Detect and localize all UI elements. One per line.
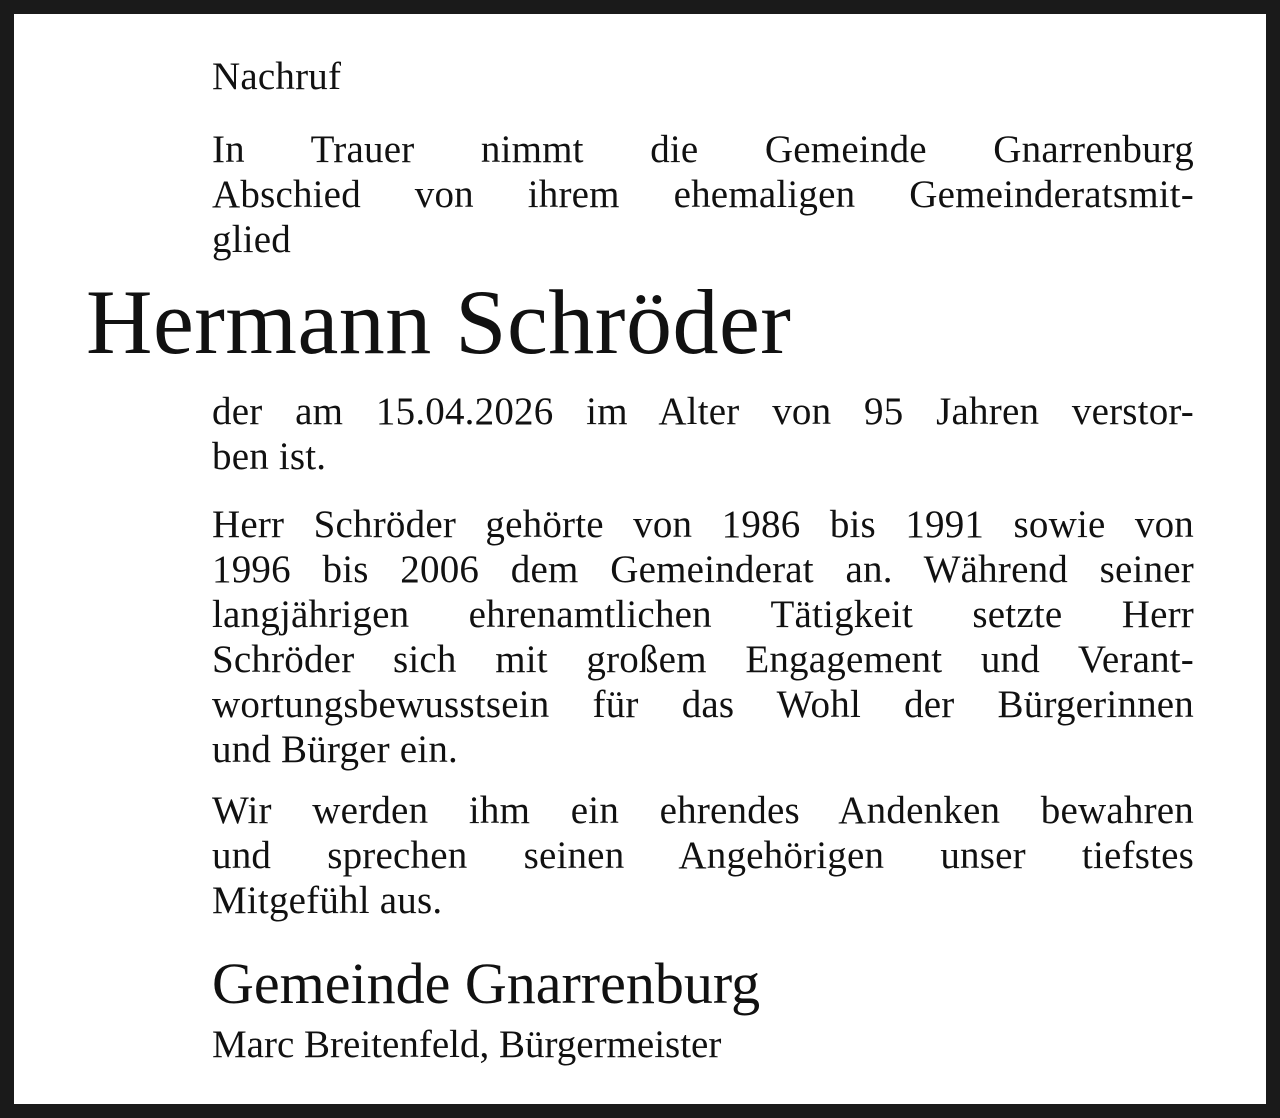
intro-line: glied (212, 218, 291, 261)
tribute-line: Herr Schröder gehörte von 1986 bis 1991 sowie von (212, 503, 1194, 546)
deceased-name: Hermann Schröder (86, 271, 792, 373)
tribute-line: langjährigen ehrenamtlichen Tätigkeit setzte Herr (212, 593, 1194, 636)
intro-line: Abschied von ihrem ehemaligen Gemeinderatsmit- (212, 173, 1194, 216)
tribute-line: wortungsbewusstsein für das Wohl der Bürgerinnen (212, 683, 1194, 726)
condolence-paragraph (212, 788, 1194, 923)
intro-paragraph (212, 127, 1194, 262)
death-line: der am 15.04.2026 im Alter von 95 Jahren verstor- (212, 390, 1194, 433)
notice-heading: Nachruf (212, 55, 342, 98)
tribute-line: Schröder sich mit großem Engagement und Verant- (212, 638, 1194, 681)
obituary-notice (14, 14, 1266, 1104)
intro-line: In Trauer nimmt die Gemeinde Gnarrenburg (212, 128, 1194, 171)
condolence-line: Mitgefühl aus. (212, 879, 443, 922)
tribute-paragraph (212, 502, 1194, 772)
tribute-line: 1996 bis 2006 dem Gemeinderat an. Während seiner (212, 548, 1194, 591)
tribute-line: und Bürger ein. (212, 728, 458, 771)
organization-name: Gemeinde Gnarrenburg (212, 951, 761, 1016)
signatory: Marc Breitenfeld, Bürgermeister (212, 1023, 722, 1066)
death-line: ben ist. (212, 435, 327, 478)
death-paragraph (212, 389, 1194, 479)
condolence-line: und sprechen seinen Angehörigen unser tiefstes (212, 834, 1194, 877)
condolence-line: Wir werden ihm ein ehrendes Andenken bewahren (212, 789, 1194, 832)
